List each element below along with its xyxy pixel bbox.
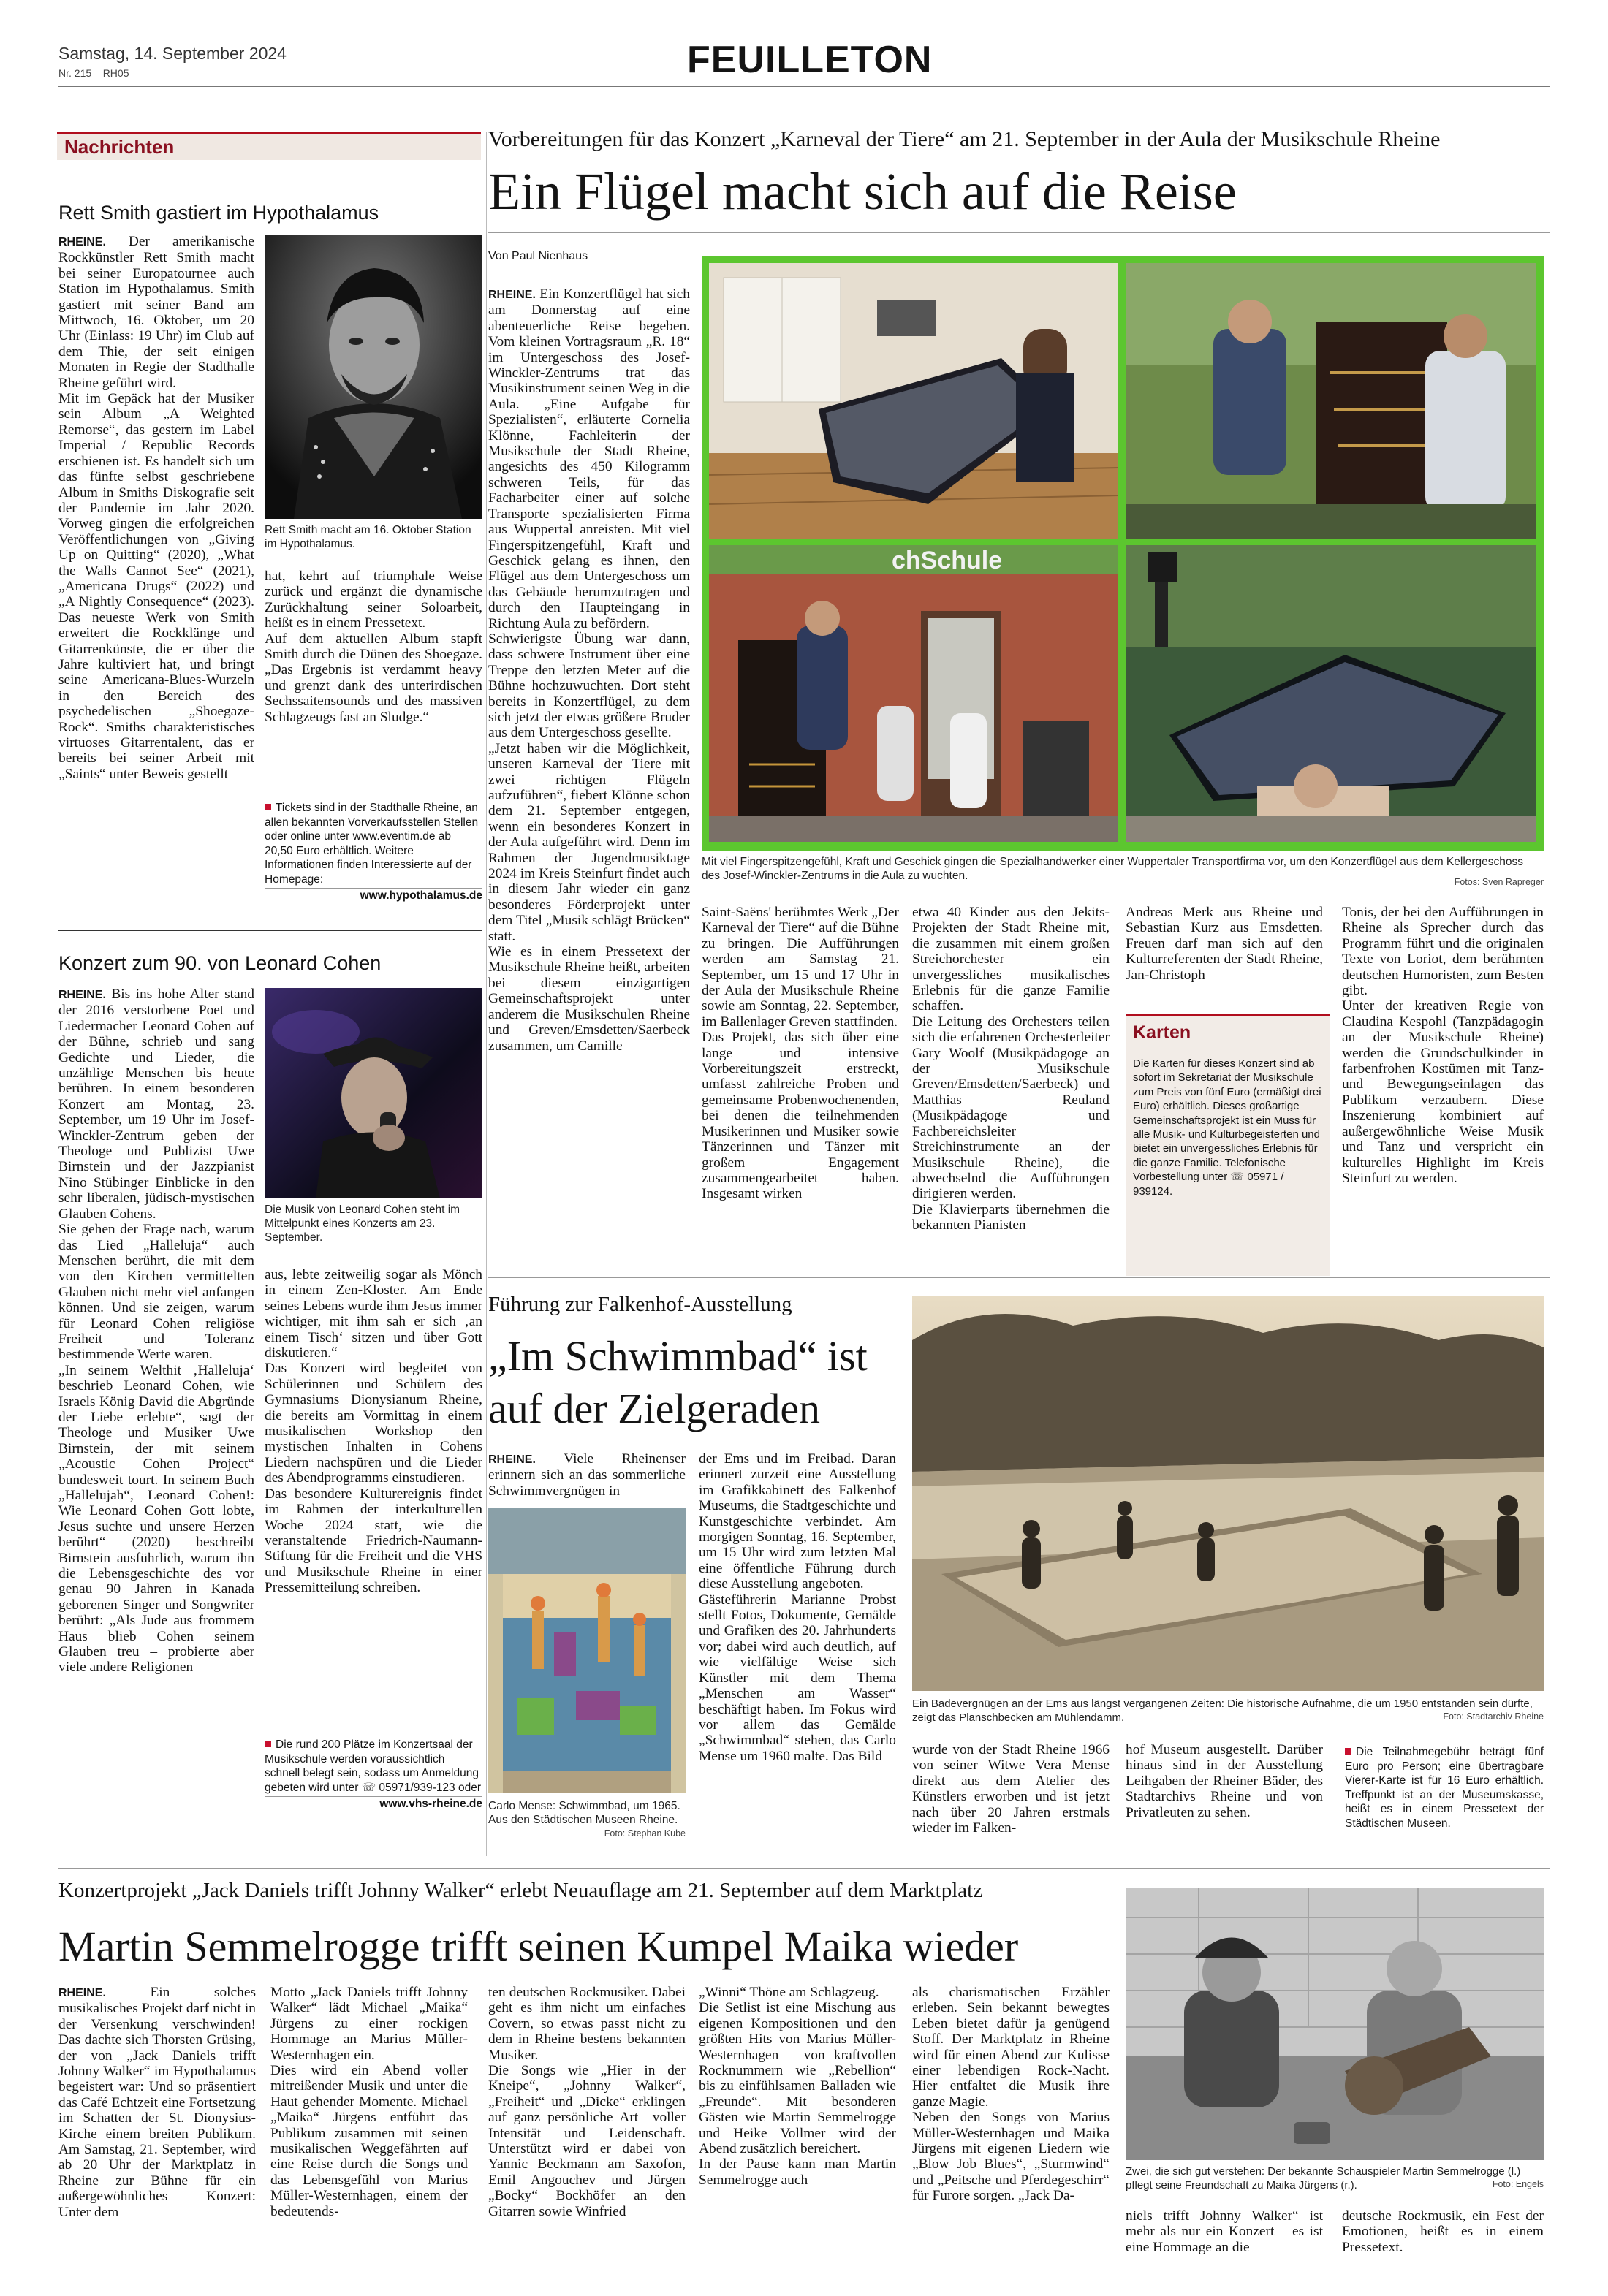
pool-col4 [1126, 1742, 1323, 1820]
semmel-text-5: als charismatischen Erzähler erleben. Sein bekannt bewegtes Leben bietet dafür ja genügend Stoff. Der Marktplatz in Rheine wird für einen Abend zur Kulisse einer lebendigen Rock-Nacht. Hier entfaltet die Musik ihre ganze Magie. Neben den Songs von Marius Müller-Westernhagen und Maika Jürgens mit eigenen Liedern wie „Blow Job Blues“, „Sturmwind“ und „Peitsche und Pferdegeschirr“ für Furore sorgen. „Jack Da- [912, 1985, 1110, 2204]
masthead-rule [58, 86, 1550, 87]
pool-col1 [488, 1451, 686, 1499]
dateline: RHEINE. [58, 989, 106, 1001]
tickets-box-title: Karten [1133, 1022, 1191, 1043]
tickets-box-text: Die Karten für dieses Konzert sind ab sofort im Sekretariat der Musikschule zum Preis von fünf Euro (ermäßigt drei Euro) erhältlich. Dieses großartige Gemeinschaftsprojekt ist ein Muss für alle Musik- und Kulturbegeisterten und bietet ein unvergessliches Erlebnis für die ganze Familie. Telefonische Vorbestellung unter ☏ 05971 / 939124. [1133, 1057, 1321, 1198]
semmel-text-1: Ein solches musikalisches Projekt darf nicht in der Versenkung verschwinden! Das dachte sich Thorsten Grüsing, der von „Jack Daniels trifft Johnny Walker“ im Hypothalamus begeistert war: Und so präsentiert das Café Echtzeit eine Fortsetzung im Schatten der St. Dionysius-Kirche einem breiten Publikum. Am Samstag, 21. September, wird ab 20 Uhr der Marktplatz in Rheine zur Bühne für ein außergewöhnliches Konzert: Unter dem [58, 1985, 256, 2220]
rett-smith-url[interactable]: www.hypothalamus.de [265, 888, 482, 903]
pool-text-2: der Ems und im Freibad. Daran erinnert zurzeit eine Ausstellung im Grafikkabinett des Falkenhof Museums, die Stadtgeschichte und Kunstgeschichte verbindet. Am morgigen Sonntag, 16. September, um 15 Uhr wird zum letzten Mal eine öffentliche Führung durch diese Ausstellung angeboten. Gästeführerin Marianne Probst stellt Fotos, Dokumente, Gemälde und Grafiken des 20. Jahrhunderts vor; dabei wird auch deutlich, auf wie vielfältige Weise sich Künstler mit dem Thema „Menschen am Wasser“ beschäftigt haben. Im Fokus wird vor allem das Gemälde „Schwimmbad“ stehen, das Carlo Mense um 1960 malte. Das Bild [699, 1451, 896, 1764]
issue-date: Samstag, 14. September 2024 [58, 44, 287, 63]
semmel-text-7: deutsche Rockmusik, ein Fest der Emotionen, heißt es in einem Pressetext. [1342, 2208, 1544, 2255]
piano-caption: Mit viel Fingerspitzengefühl, Kraft und Geschick gingen die Spezialhandwerker einer Wuppertaler Transportfirma vor, um den Konzertflügel aus dem Kellergeschoss des Josef-Winckler-Zentrums in die Aula zu wuchten. [702, 856, 1524, 882]
cohen-text-2: aus, lebte zeitweilig sogar als Mönch in einem Zen-Kloster. Am Ende seines Lebens wurde ihm Jesus immer wichtiger, mit ihm sah er sich ‚an einem Tisch‘ sitzen und über Gott diskutieren.“ Das Konzert wird begleitet von Schülerinnen und Schülern des Gymnasiums Dionysianum Rheine, die bereits am Vormittag in einem musikalischen Workshop den mystischen Inhalten in Cohens Liedern nachspüren und die Lieder des Abendprogramms einstudieren. Das besondere Kulturereignis findet im Rahmen der interkulturellen Woche 2024 statt, wie die veranstaltende Friedrich-Naumann-Stiftung für die Freiheit und die VHS und Musikschule Rheine in einer Pressemitteilung schreiben. [265, 1267, 482, 1596]
semmel-caption: Zwei, die sich gut verstehen: Der bekannte Schauspieler Martin Semmelrogge (l.) pflegt seine Freundschaft zu Maika Jürgens (r.). [1126, 2165, 1521, 2192]
painting-caption: Carlo Mense: Schwimmbad, um 1965. Aus den Städtischen Museen Rheine. [488, 1800, 680, 1826]
cohen-caption: Die Musik von Leonard Cohen steht im Mittelpunkt eines Konzerts am 23. September. [265, 1204, 460, 1244]
cohen-text-1: Bis ins hohe Alter stand der 2016 verstorbene Poet und Liedermacher Leonard Cohen auf der Bühne, schrieb und sang Gedichte und Lieder, die unzählige Menschen bis heute berühren. In einem besonderen Konzert am Montag, 23. September, um 19 Uhr im Josef-Winckler-Zentrum geben der Theologe und Publizist Uwe Birnstein und der Jazzpianist Nino Stübinger Einblicke in den sehr liberalen, jüdisch-mystischen Glauben Cohens. Sie gehen der Frage nach, warum das Lied „Halleluja“ auch Menschen berührt, die mit dem von den Kirchen vermittelten Glauben nicht mehr viel anfangen können. Und sie zeigen, warum für Leonard Cohen religiöse Freiheit und Toleranz bestimmende Werte waren. „In seinem Welthit ‚Halleluja‘ beschrieb Leonard Cohen, wie Israels König David die Abgründe der Liebe erlebte“, sagt der Theologe und Musiker Uwe Birnstein, der mit seinem „Acoustic Cohen Project“ bundesweit tourt. In seinem Buch „Hallelujah“, Leonard Cohen!: Wie Leonard Cohen Gott lobte, Jesus suchte und unsere Herzen berührt“ (2020) beschreibt Birnstein ausführlich, warum ihn die Lebensgeschichte des vor genau 90 Jahren in Kanada geborenen Singer und Songwriter berührt: „Als Jude aus frommem Haus blieb Cohen seinem Glauben treu – probierte aber viele andere Religionen [58, 987, 255, 1676]
lead-col1 [488, 286, 690, 1054]
historic-bath-photo [912, 1296, 1544, 1691]
lead-col3 [912, 905, 1110, 1233]
lead-byline: Von Paul Nienhaus [488, 250, 588, 262]
lead-text-5: Tonis, der bei den Aufführungen in Rheine als Sprecher durch das Programm führt und die originalen Texte von Loriot, dem berühmten deutschen Humoristen, zum Besten gibt. Unter der kreativen Regie von Claudina Kespohl (Tanzpädagogin an der Musikschule Rheine) werden die Grundschulkinder in farbenfrohen Kostümen mit Tanz- und Bewegungseinlagen das Publikum verzaubern. Diese Inszenierung kombiniert auf außergewöhnliche Weise Musik und Tanz und verspricht ein kulturelles Highlight im Kreis Steinfurt zu werden. [1342, 905, 1544, 1186]
semmel-text-2: Motto „Jack Daniels trifft Johnny Walker“ lädt Michael „Maika“ Jürgens zu einer rockigen Hommage an Marius Müller-Westernhagen ein. Dies wird ein Abend voller mitreißender Musik und unter die Haut gehender Momente. Michael „Maika“ Jürgens entführt das Publikum zusammen mit seinen musikalischen Weggefährten auf eine Reise durch die Songs und das Lebensgefühl von Marius Müller-Westernhagen, einem der bedeutends- [270, 1985, 468, 2219]
section-title: FEUILLETON [687, 39, 933, 81]
tickets-box [1126, 1014, 1330, 1276]
semmel-credit: Foto: Engels [1492, 2179, 1544, 2189]
cohen-info-text: Die rund 200 Plätze im Konzertsaal der Musikschule werden voraussichtlich schnell belegt sein, sodass um Anmeldung gebeten wird unter ☏ 05971/939-123 oder [265, 1738, 482, 1794]
rett-smith-col1 [58, 234, 254, 782]
lead-col2 [702, 905, 899, 1202]
lead-col5 [1342, 905, 1544, 1186]
semmel-text-3: ten deutschen Rockmusiker. Dabei geht es ihm nicht um einfaches Covern, so etwas passt nicht zu dem in Rheine bestens bekannten Musiker. Die Songs wie „Hier in der Kneipe“, „Johnny Walker“, „Freiheit“ und „Dicke“ erklingen auf ganz persönliche Art– voller Intensität und Leidenschaft. Unterstützt wird er dabei von Yannic Beckmann am Saxofon, Emil Angouchev und Jürgen „Bocky“ Bockhöfer an den Gitarren sowie Winfried [488, 1985, 686, 2219]
lead-kicker: Vorbereitungen für das Konzert „Karneval der Tiere“ am 21. September in der Aula der Musikschule Rheine [488, 127, 1441, 151]
semmel-headline: Martin Semmelrogge trifft seinen Kumpel Maika wieder [58, 1923, 1019, 1970]
piano-photo-3 [709, 545, 1118, 842]
issue-meta: Nr. 215 RH05 [58, 67, 129, 79]
pool-text-1: Viele Rheinenser erinnern sich an das sommerliche Schwimmvergnügen in [488, 1451, 686, 1499]
leonard-cohen-photo [265, 988, 482, 1198]
rett-smith-text-2: hat, kehrt auf triumphale Weise zurück und ergänzt die dynamische Zurückhaltung seiner Soloarbeit, heißt es in einem Pressetext. Auf dem aktuellen Album stapft Smith durch die Dünen des Shoegaze. „Das Ergebnis ist verdammt heavy und grenzt dank des unterirdischen Sechssaitensounds und des massiven Schlagzeugs fast an Sludge.“ [265, 569, 482, 725]
cohen-url[interactable]: www.vhs-rheine.de [265, 1796, 482, 1812]
pool-info [1345, 1745, 1544, 1831]
semmel-col1 [58, 1985, 256, 2220]
info-bullet-icon [265, 1741, 271, 1747]
semmel-col7 [1342, 2208, 1544, 2255]
piano-photo-4 [1126, 545, 1536, 842]
rett-smith-caption: Rett Smith macht am 16. Oktober Station im Hypothalamus. [265, 524, 471, 550]
pool-col3 [912, 1742, 1110, 1836]
semmel-col6 [1126, 2208, 1323, 2255]
cohen-col1 [58, 987, 254, 1676]
semmel-kicker: Konzertprojekt „Jack Daniels trifft Johnny Walker“ erlebt Neuauflage am 21. September auf dem Marktplatz [58, 1879, 983, 1902]
semmel-text-6: niels trifft Johnny Walker“ ist mehr als nur ein Konzert – es ist eine Hommage an die [1126, 2208, 1323, 2255]
dateline: RHEINE. [488, 1453, 536, 1466]
pool-text-3: wurde von der Stadt Rheine 1966 von seiner Witwe Vera Mense direkt aus dem Atelier des Künstlers erworben und ist jetzt nach über 20 Jahren erstmals wieder im Falken- [912, 1742, 1110, 1836]
piano-credit: Fotos: Sven Rapreger [1454, 877, 1544, 887]
rett-smith-info-text: Tickets sind in der Stadthalle Rheine, an allen bekannten Vorverkaufsstellen Stellen oder online unter www.eventim.de ab 20,50 Euro erhältlich. Weitere Informationen finden Interessierte auf der Homepage: [265, 802, 479, 886]
rett-smith-col2 [265, 569, 482, 725]
semmel-col3 [488, 1985, 686, 2219]
lead-text-2: Saint-Saëns' berühmtes Werk „Der Karneval der Tiere“ auf die Bühne zu bringen. Die Aufführungen werden am Samstag 21. September, um 15 und 17 Uhr in der Aula der Musikschule Rheine sowie am Sonntag, 22. September, im Ballenlager Greven stattfinden. Das Projekt, das sich über eine lange und intensive Vorbereitungszeit erstreckt, umfasst zahlreiche Proben und gemeinsame Probenwochenenden, bei denen die teilnehmenden Musikerinnen und Musiker sowie Tänzerinnen und Tänzer mit großem Engagement zusammengearbeitet haben. Insgesamt wirken [702, 905, 899, 1202]
rett-smith-photo [265, 235, 482, 519]
dateline: RHEINE. [58, 236, 106, 248]
piano-photo-1 [709, 263, 1118, 539]
pool-col2 [699, 1451, 896, 1764]
schwimmbad-painting [488, 1508, 686, 1793]
lead-rule [488, 232, 1550, 233]
school-sign: chSchule [892, 547, 1003, 574]
lead-text-3: etwa 40 Kinder aus den Jekits-Projekten der Stadt Rheine mit, die zusammen mit einem großen Streichorchester ein unvergessliches musikalisches Erlebnis für die ganze Familie schaffen. Die Leitung des Orchesters teilen sich die erfahrenen Orchesterleiter Gary Woolf (Musikpädagoge an der Musikschule Greven/Emsdetten/Saerbeck) und Matthias Reuland (Musikpädagoge und Fachbereichsleiter Streichinstrumente an der Musikschule Rheine), die abwechselnd die Aufführungen dirigieren werden. Die Klavierparts übernehmen die bekannten Pianisten [912, 905, 1110, 1233]
pool-headline: „Im Schwimmbad“ ist auf der Zielgeraden [488, 1332, 868, 1432]
lead-text-4: Andreas Merk aus Rheine und Sebastian Kurz aus Emsdetten. Freuen darf man sich auf den Kulturreferenten der Stadt Rheine, Jan-Christoph [1126, 905, 1323, 983]
lead-col4 [1126, 905, 1323, 983]
pool-kicker: Führung zur Falkenhof-Ausstellung [488, 1293, 792, 1316]
cohen-headline: Konzert zum 90. von Leonard Cohen [58, 952, 382, 974]
column-divider [486, 132, 487, 1856]
sidebar-divider-1 [58, 930, 482, 931]
cohen-info [265, 1738, 482, 1812]
dateline: RHEINE. [488, 289, 536, 301]
semmelrogge-photo [1126, 1888, 1544, 2160]
rett-smith-headline: Rett Smith gastiert im Hypothalamus [58, 202, 379, 224]
lead-text-1: Ein Konzertflügel hat sich am Donnerstag auf eine abenteuerliche Reise begeben. Vom kleinen Vortragsraum „R. 18“ im Untergeschoss des Josef-Winckler-Zentrums trat das Musikinstrument seinen Weg in die Aula. „Eine Aufgabe für Spezialisten“, erläuterte Cornelia Klönne, Fachleiterin der Musikschule der Stadt Rheine, angesichts des 450 Kilogramm schweren Teils, für das Facharbeiter einer auf solche Transporte spezialisierten Firma aus Wuppertal anreisten. Mit viel Fingerspitzengefühl, Kraft und Geschick gelang es ihnen, den Flügel aus dem Untergeschoss um das Gebäude herumzutragen und durch den Haupteingang in Richtung Aula zu befördern. Schwierigste Übung war dann, dass schwere Instrument über eine Treppe den letzten Meter auf die Bühne hochzuwuchten. Dort steht bereits in Konzertflügel, zu dem sich jetzt der etwas größere Bruder aus dem Untergeschoss gesellte. „Jetzt haben wir die Möglichkeit, unseren Karneval der Tiere mit zwei richtigen Flügeln aufzuführen“, fiebert Klönne schon dem 21. September entgegen, wenn ein besonderes Konzert in der Aula aufgeführt wird. Denn im Rahmen der Jugendmusiktage 2024 im Kreis Steinfurt findet auch in diesem Jahr wieder ein ganz besonderes Förderprojekt unter dem Titel „Musik schlägt Brücken“ statt. Wie es in einem Pressetext der Musikschule Rheine heißt, arbeiten bei diesem einzigartigen Gemeinschaftsprojekt unter anderem die Musikschulen Rheine und Greven/Emsdetten/Saerbeck zusammen, um Camille [488, 286, 690, 1054]
section-divider-semmel [58, 1868, 1550, 1869]
pool-text-4: hof Museum ausgestellt. Darüber hinaus sind in der Ausstellung Leihgaben der Rheiner Bäder, des Stadtarchivs Rheine und von Privatleuten zu sehen. [1126, 1742, 1323, 1820]
historic-caption: Ein Badevergnügen an der Ems aus längst vergangenen Zeiten: Die historische Aufnahme, die um 1950 entstanden sein dürfte, zeigt das Planschbecken am Mühlendamm. [912, 1698, 1533, 1724]
rubric-nachrichten [57, 132, 481, 160]
painting-credit: Foto: Stephan Kube [604, 1828, 686, 1839]
semmel-col2 [270, 1985, 468, 2219]
semmel-col4 [699, 1985, 896, 2188]
semmel-col5 [912, 1985, 1110, 2204]
rett-smith-text-1: Der amerikanische Rockkünstler Rett Smith macht bei seiner Europatournee auch Station im Hypothalamus. Smith gastiert mit seiner Band am Mittwoch, 16. Oktober, um 20 Uhr (Einlass: 19 Uhr) im Club auf dem Thie, der seit einigen Monaten in Regie der Stadthalle Rheine geführt wird. Mit im Gepäck hat der Musiker sein Album „A Weighted Remorse“, das gestern im Label Imperial / Republic Records erschienen ist. Es handelt sich um das fünfte selbst geschriebene Album in Smiths Diskografie seit der Pandemie im Jahr 2020. Vorweg gingen die erfolgreichen Veröffentlichungen von „Giving Up on Quitting“ (2020), „What the Walls Cannot See“ (2021), „Americana Drugs“ (2022) und „A Nightly Consequence“ (2023). Das neueste Werk von Smith erweitert die Rockklänge und Gitarrenkünste, die er über die Jahre kultiviert hat, und bringt seine Americana-Blues-Wurzeln in den Bereich des psychedelischen „Shoegaze-Rock“. Smiths charakteristisches virtuoses Gitarrentalent, das er bereits bei seiner Arbeit mit „Saints“ unter Beweis gestellt [58, 234, 254, 782]
historic-credit: Foto: Stadtarchiv Rheine [1443, 1711, 1544, 1722]
piano-photo-2 [1126, 263, 1536, 539]
section-divider-pool [488, 1277, 1550, 1278]
rett-smith-info [265, 801, 482, 903]
rubric-label: Nachrichten [64, 136, 175, 158]
pool-info-text: Die Teilnahmegebühr beträgt fünf Euro pro Person; eine übertragbare Vierer-Karte ist für 16 Euro erhältlich. Treffpunkt ist an der Museumskasse, heißt es in einem Pressetext der Städtischen Museen. [1345, 1746, 1544, 1830]
info-bullet-icon [265, 804, 271, 810]
dateline: RHEINE. [58, 1987, 106, 1999]
info-bullet-icon [1345, 1748, 1351, 1755]
lead-headline: Ein Flügel macht sich auf die Reise [488, 162, 1237, 221]
cohen-col2 [265, 1267, 482, 1596]
semmel-text-4: „Winni“ Thöne am Schlagzeug. Die Setlist ist eine Mischung aus eigenen Kompositionen und den größten Hits von Marius Müller-Westernhagen – von kraftvollen Rocknummern wie „Rebellion“ bis zu einfühlsamen Balladen wie „Freunde“. Mit besonderen Gästen wie Martin Semmelrogge und Heike Vollmer wird der Abend zusätzlich bereichert. In der Pause kann man Martin Semmelrogge auch [699, 1985, 896, 2188]
